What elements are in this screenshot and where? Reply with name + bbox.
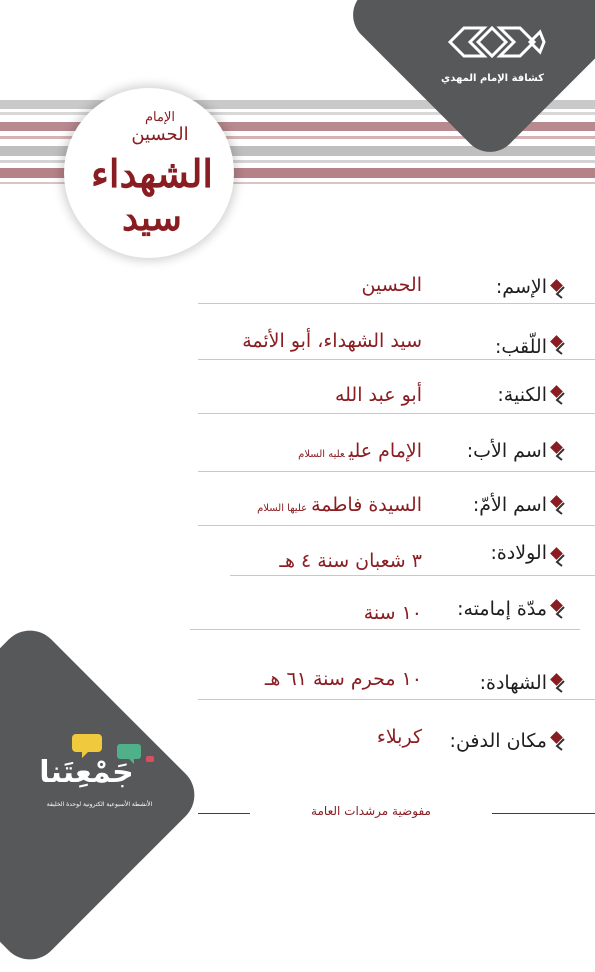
row-divider <box>198 699 595 700</box>
row-label: الكنية: <box>497 384 547 406</box>
row-value: سيد الشهداء، أبو الأئمة <box>242 330 422 352</box>
bullet-icon <box>548 278 570 300</box>
row-value <box>182 494 422 516</box>
bullet-icon <box>548 730 570 752</box>
row-label: اللّقب: <box>494 336 547 358</box>
org-logo-text: كشافة الإمام المهدي <box>441 73 544 84</box>
row-divider <box>198 303 595 304</box>
honorific-mark: عليه السلام <box>298 449 345 460</box>
row-value: كربلاء <box>376 726 422 748</box>
row-divider <box>190 629 580 630</box>
bullet-icon <box>548 334 570 356</box>
row-divider <box>198 413 595 414</box>
row-value: ١٠ محرم سنة ٦١ هـ <box>264 668 422 690</box>
bullet-icon <box>548 384 570 406</box>
row-divider <box>230 575 595 576</box>
row-value: أبو عبد الله <box>334 384 422 406</box>
bullet-icon <box>548 440 570 462</box>
scout-logo-icon <box>444 22 548 62</box>
row-divider <box>198 471 595 472</box>
badge-title-line2: سيد <box>122 197 182 239</box>
row-divider <box>198 359 595 360</box>
row-value-text: الإمام علي <box>348 440 422 462</box>
row-value-text: السيدة فاطمة <box>311 494 422 516</box>
brand-tagline: الأنشطة الأسبوعية الكترونية لوحدة الخليفة <box>46 801 153 808</box>
honorific-mark: عليها السلام <box>257 503 308 514</box>
row-label: مكان الدفن: <box>449 730 547 752</box>
brand-panel <box>0 618 207 972</box>
brand-name: جَمْعِتَنا <box>39 755 134 790</box>
row-label: اسم الأب: <box>466 440 547 462</box>
row-value: ٣ شعبان سنة ٤ هـ <box>279 550 422 572</box>
badge-name: الحسين <box>131 124 189 145</box>
row-label: الشهادة: <box>479 672 547 694</box>
row-value: الحسين <box>361 274 422 296</box>
row-value: ١٠ سنة <box>363 602 422 624</box>
row-label: مدّة إمامته: <box>457 598 547 620</box>
row-label: الولادة: <box>490 542 547 564</box>
bullet-icon <box>548 494 570 516</box>
row-label: اسم الأمّ: <box>472 494 547 516</box>
bullet-icon <box>548 546 570 568</box>
row-value <box>182 440 422 462</box>
badge-title-line1: الشهداء <box>91 151 213 196</box>
row-divider <box>198 525 595 526</box>
footer-credit: مفوضية مرشدات العامة <box>250 804 492 818</box>
row-label: الإسم: <box>495 276 547 298</box>
bullet-icon <box>548 672 570 694</box>
badge-honorific: الإمام <box>145 110 175 125</box>
bullet-icon <box>548 598 570 620</box>
